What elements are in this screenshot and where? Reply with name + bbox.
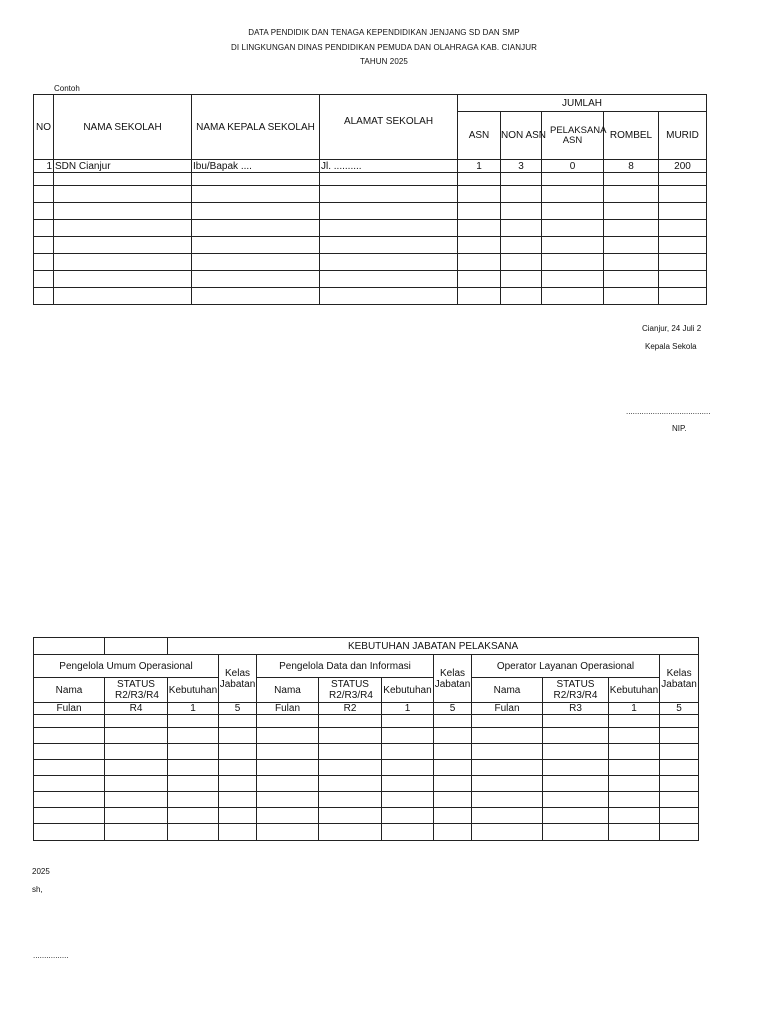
- header-jumlah: JUMLAH: [458, 95, 707, 112]
- header-pengelola-umum: Pengelola Umum Operasional: [34, 655, 219, 678]
- cell-rombel: 8: [604, 160, 659, 173]
- header-nama-sekolah: NAMA SEKOLAH: [54, 95, 192, 160]
- header-kebutuhan-3: Kebutuhan: [609, 678, 660, 703]
- table-row: [34, 792, 699, 808]
- table-row: [34, 808, 699, 824]
- signature-place-date: Cianjur, 24 Juli 2: [642, 324, 702, 333]
- cell-g2-nama: Fulan: [257, 703, 319, 715]
- header-kelas-jabatan-2: Kelas Jabatan: [434, 655, 472, 703]
- cell-alamat: Jl. ..........: [320, 160, 458, 173]
- table-row: [34, 254, 707, 271]
- cell-pelaksana: 0: [542, 160, 604, 173]
- table-row: [34, 237, 707, 254]
- doc-title-line1: DATA PENDIDIK DAN TENAGA KEPENDIDIKAN JENJANG SD DAN SMP: [248, 28, 520, 37]
- table-row: [34, 760, 699, 776]
- cell-asn: 1: [458, 160, 501, 173]
- cell-g2-status: R2: [319, 703, 382, 715]
- cell-g1-status: R4: [105, 703, 168, 715]
- cell-g3-kelas: 5: [660, 703, 699, 715]
- header-pengelola-data: Pengelola Data dan Informasi: [257, 655, 434, 678]
- signature2-year-fragment: 2025: [32, 867, 50, 876]
- table-row: [34, 220, 707, 237]
- table-row: [34, 715, 699, 728]
- jabatan-pelaksana-table: [33, 637, 699, 841]
- table-row: [34, 728, 699, 744]
- signature-title: Kepala Sekola: [645, 342, 697, 351]
- header-asn: ASN: [458, 112, 501, 160]
- table-row: [34, 203, 707, 220]
- signature-dots: ......................................: [626, 407, 711, 416]
- header-no: NO: [34, 95, 54, 160]
- table-row: [34, 160, 707, 173]
- table1-clip: [33, 94, 702, 306]
- signature-block-1: [560, 322, 711, 442]
- header-nama-1: Nama: [34, 678, 105, 703]
- table-row: [34, 173, 707, 186]
- cell-g3-status: R3: [543, 703, 609, 715]
- header-rombel: ROMBEL: [604, 112, 659, 160]
- cell-no: 1: [34, 160, 54, 173]
- cell-murid: 200: [659, 160, 707, 173]
- header-kelas-jabatan-3: Kelas Jabatan: [660, 655, 699, 703]
- header-non-asn: NON ASN: [501, 112, 542, 160]
- table-row: [34, 186, 707, 203]
- cell-g2-kelas: 5: [434, 703, 472, 715]
- cell-non-asn: 3: [501, 160, 542, 173]
- doc-title-line2: DI LINGKUNGAN DINAS PENDIDIKAN PEMUDA DAN OLAHRAGA KAB. CIANJUR: [231, 43, 537, 52]
- header-status-3: STATUS R2/R3/R4: [543, 678, 609, 703]
- signature2-dots: ................: [33, 951, 69, 960]
- cell-g1-kebutuhan: 1: [168, 703, 219, 715]
- table-row: [34, 703, 699, 715]
- cell-g2-kebutuhan: 1: [382, 703, 434, 715]
- header-status-2: STATUS R2/R3/R4: [319, 678, 382, 703]
- table-row: [34, 288, 707, 305]
- table-row: [34, 271, 707, 288]
- header-nama-kepala-sekolah: NAMA KEPALA SEKOLAH: [192, 95, 320, 160]
- header-pelaksana-asn: PELAKSANA ASN: [542, 112, 604, 160]
- contoh-label: Contoh: [54, 84, 80, 93]
- signature-nip: NIP.: [672, 424, 687, 433]
- header-operator-layanan: Operator Layanan Operasional: [472, 655, 660, 678]
- header-alamat-sekolah: ALAMAT SEKOLAH: [320, 95, 458, 160]
- signature2-title-fragment: sh,: [32, 885, 43, 894]
- header-nama-3: Nama: [472, 678, 543, 703]
- header-nama-2: Nama: [257, 678, 319, 703]
- cell-g3-nama: Fulan: [472, 703, 543, 715]
- header-kebutuhan-jabatan: KEBUTUHAN JABATAN PELAKSANA: [168, 638, 699, 655]
- header-kebutuhan-2: Kebutuhan: [382, 678, 434, 703]
- table-row: [34, 744, 699, 760]
- header-kebutuhan-1: Kebutuhan: [168, 678, 219, 703]
- cell-g3-kebutuhan: 1: [609, 703, 660, 715]
- doc-title-line3: TAHUN 2025: [360, 57, 408, 66]
- school-data-table: [33, 94, 707, 305]
- header-kelas-jabatan-1: Kelas Jabatan: [219, 655, 257, 703]
- cell-g1-kelas: 5: [219, 703, 257, 715]
- header-murid: MURID: [659, 112, 707, 160]
- header-status-1: STATUS R2/R3/R4: [105, 678, 168, 703]
- table-row: [34, 824, 699, 841]
- cell-g1-nama: Fulan: [34, 703, 105, 715]
- cell-nama-sekolah: SDN Cianjur: [54, 160, 192, 173]
- table-row: [34, 776, 699, 792]
- cell-nama-kepala: Ibu/Bapak ....: [192, 160, 320, 173]
